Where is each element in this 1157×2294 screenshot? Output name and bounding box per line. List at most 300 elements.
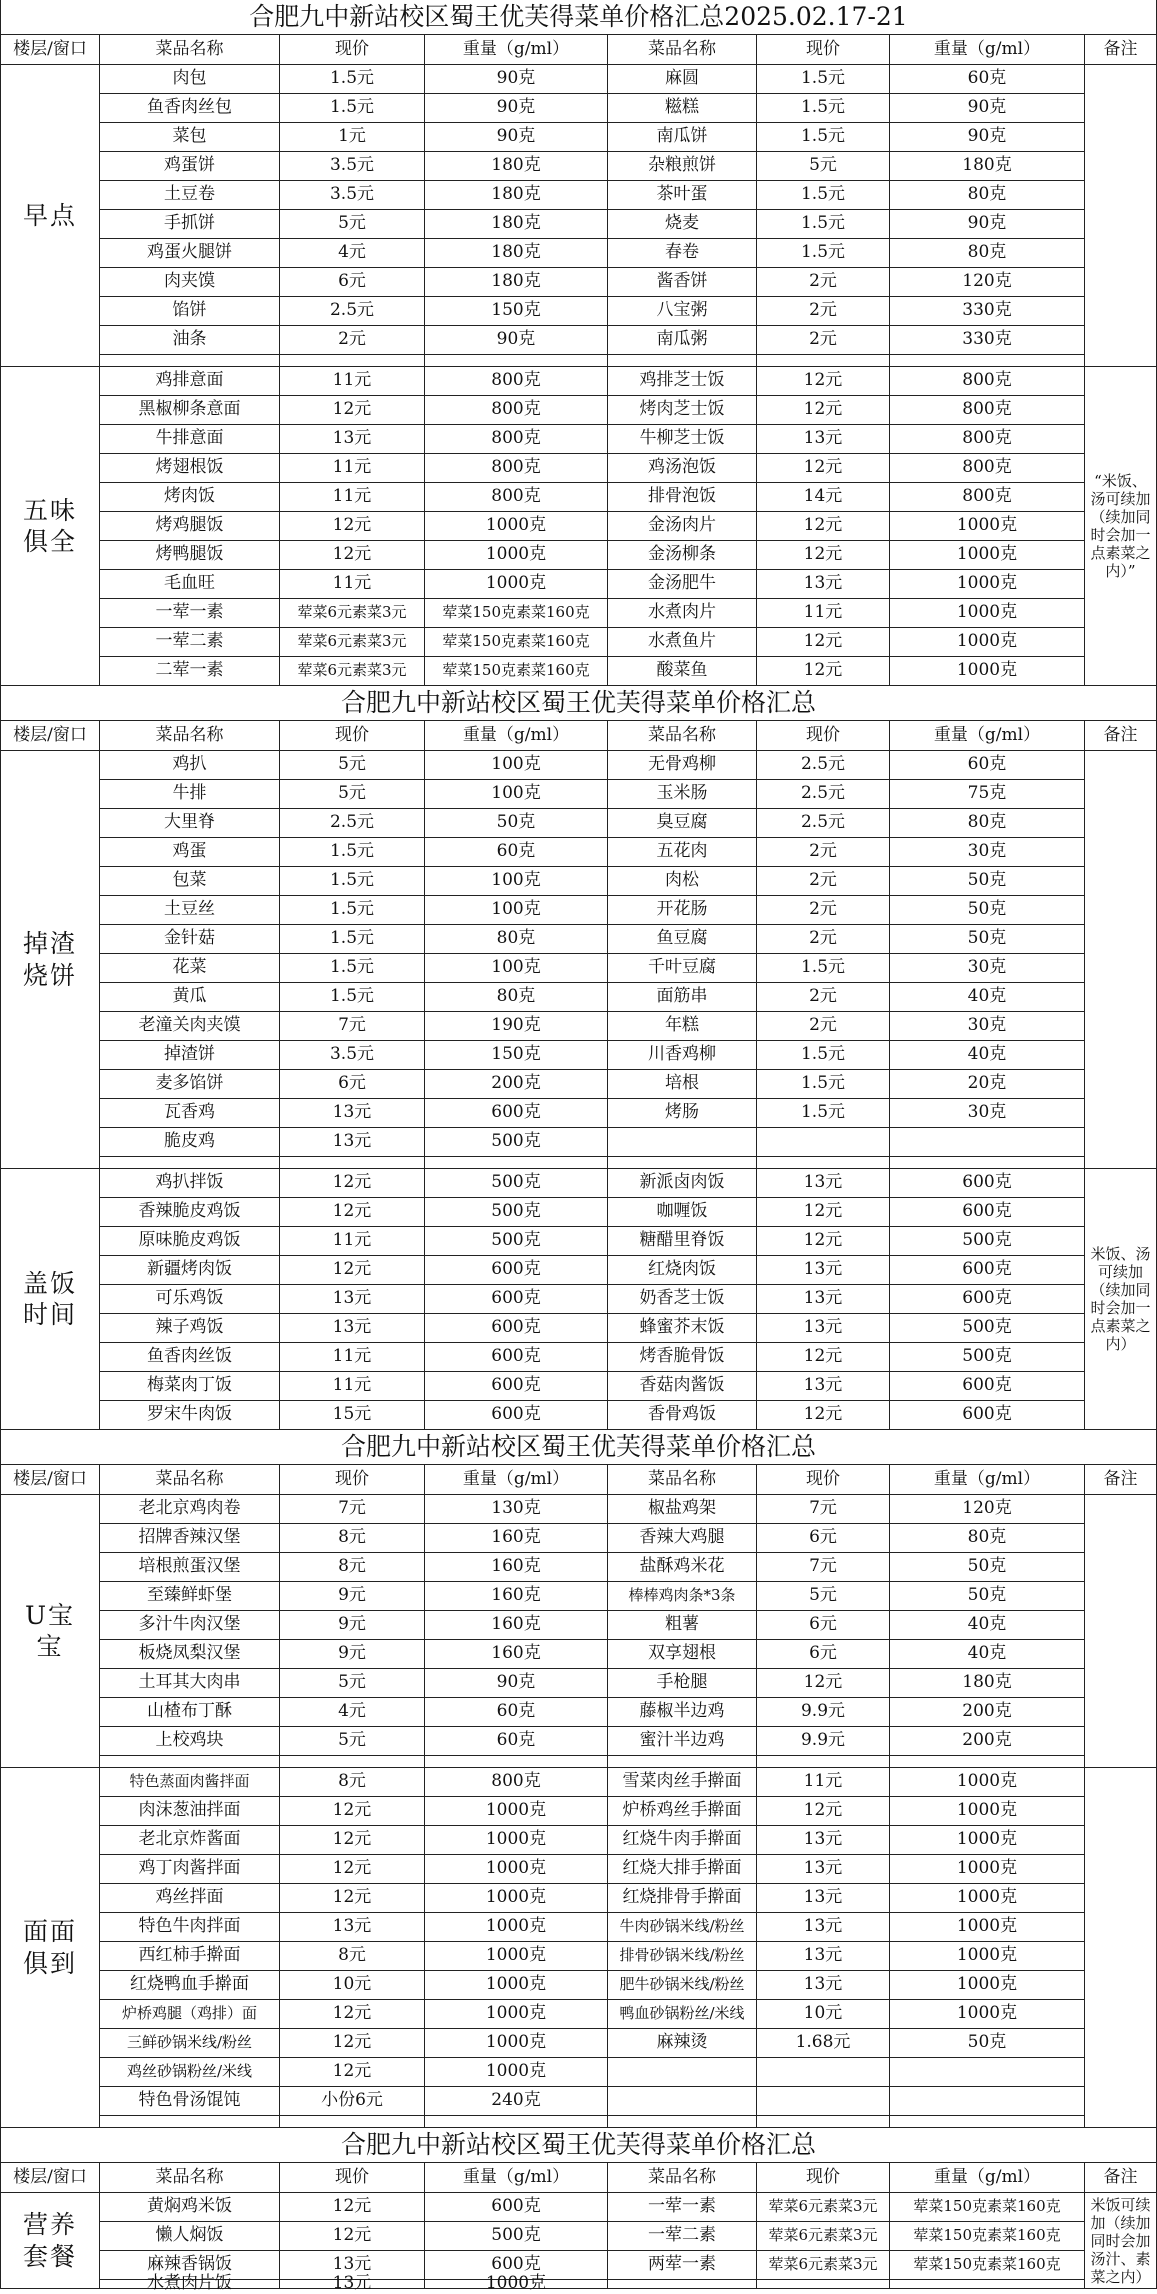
dish-weight: 1000克 [425, 1942, 608, 1971]
dish-price: 15元 [280, 1401, 425, 1430]
dish-price: 2元 [757, 1012, 890, 1041]
dish-name: 老北京炸酱面 [100, 1826, 280, 1855]
dish-name: 炉桥鸡丝手擀面 [608, 1797, 757, 1826]
dish-name: 无骨鸡柳 [608, 751, 757, 780]
dish-weight: 500克 [425, 1227, 608, 1256]
dish-name: 馅饼 [100, 297, 280, 326]
dish-weight: 600克 [890, 1256, 1085, 1285]
dish-price: 12元 [280, 1198, 425, 1227]
dish-weight: 1000克 [425, 512, 608, 541]
dish-name: 麻圆 [608, 65, 757, 94]
dish-name: 红烧肉饭 [608, 1256, 757, 1285]
dish-weight: 1000克 [890, 2000, 1085, 2029]
dish-name: 水煮鱼片 [608, 628, 757, 657]
dish-price: 1.5元 [757, 210, 890, 239]
dish-price: 2.5元 [280, 809, 425, 838]
column-header: 现价 [757, 2163, 890, 2193]
dish-weight: 1000克 [890, 1768, 1085, 1797]
dish-weight: 600克 [425, 2251, 608, 2280]
remark-cell [1085, 65, 1157, 367]
dish-price: 8元 [280, 1768, 425, 1797]
dish-name: 懒人焖饭 [100, 2222, 280, 2251]
dish-weight: 1000克 [425, 1884, 608, 1913]
dish-weight: 600克 [890, 1198, 1085, 1227]
dish-weight [890, 1128, 1085, 1157]
dish-weight: 50克 [890, 1582, 1085, 1611]
dish-weight: 1000克 [425, 1971, 608, 2000]
dish-price: 5元 [280, 780, 425, 809]
spacer-cell [280, 2116, 425, 2128]
column-header: 重量（g/ml） [425, 35, 608, 65]
column-header: 菜品名称 [608, 35, 757, 65]
dish-price: 1.5元 [757, 65, 890, 94]
column-header: 楼层/窗口 [0, 35, 100, 65]
spacer-cell [608, 1157, 757, 1169]
dish-price: 13元 [757, 1913, 890, 1942]
dish-price: 小份6元 [280, 2087, 425, 2116]
dish-name: 川香鸡柳 [608, 1041, 757, 1070]
dish-weight: 50克 [890, 867, 1085, 896]
spacer-cell [608, 1756, 757, 1768]
dish-name: 红烧排骨手擀面 [608, 1884, 757, 1913]
dish-name: 棒棒鸡肉条*3条 [608, 1582, 757, 1611]
dish-weight: 500克 [890, 1343, 1085, 1372]
dish-name: 罗宋牛肉饭 [100, 1401, 280, 1430]
dish-price: 9元 [280, 1611, 425, 1640]
dish-weight: 600克 [890, 1169, 1085, 1198]
dish-price: 12元 [280, 396, 425, 425]
dish-weight: 1000克 [425, 1913, 608, 1942]
dish-name: 一荤二素 [100, 628, 280, 657]
dish-price: 5元 [280, 751, 425, 780]
dish-name: 牛肉砂锅米线/粉丝 [608, 1913, 757, 1942]
dish-weight: 1000克 [890, 541, 1085, 570]
dish-price: 11元 [757, 1768, 890, 1797]
dish-price [757, 2087, 890, 2116]
dish-name: 新疆烤肉饭 [100, 1256, 280, 1285]
dish-weight: 500克 [425, 1198, 608, 1227]
dish-name: 手枪腿 [608, 1669, 757, 1698]
dish-price: 4元 [280, 1698, 425, 1727]
dish-price: 1.5元 [757, 94, 890, 123]
dish-weight: 75克 [890, 780, 1085, 809]
dish-price: 1.5元 [280, 925, 425, 954]
dish-weight: 1000克 [425, 541, 608, 570]
dish-weight: 80克 [890, 809, 1085, 838]
dish-weight: 500克 [890, 1227, 1085, 1256]
dish-weight: 荤菜150克素菜160克 [890, 2222, 1085, 2251]
dish-weight: 90克 [425, 326, 608, 355]
remark-cell: 米饭可续加（续加同时会加汤汁、素菜之内） [1085, 2193, 1157, 2289]
dish-weight: 1000克 [425, 1826, 608, 1855]
dish-weight: 200克 [890, 1727, 1085, 1756]
dish-name: 烤鸡腿饭 [100, 512, 280, 541]
dish-name: 鸡蛋 [100, 838, 280, 867]
dish-name: 金汤肥牛 [608, 570, 757, 599]
category-label: U宝宝 [0, 1495, 100, 1768]
dish-weight: 150克 [425, 1041, 608, 1070]
dish-name: 红烧大排手擀面 [608, 1855, 757, 1884]
dish-name: 招牌香辣汉堡 [100, 1524, 280, 1553]
dish-name: 五花肉 [608, 838, 757, 867]
dish-weight: 50克 [425, 809, 608, 838]
dish-weight: 200克 [890, 1698, 1085, 1727]
dish-price: 6元 [757, 1611, 890, 1640]
dish-price: 6元 [280, 1070, 425, 1099]
dish-price: 1.5元 [757, 1041, 890, 1070]
dish-name: 油条 [100, 326, 280, 355]
dish-name: 肥牛砂锅米线/粉丝 [608, 1971, 757, 2000]
dish-weight: 500克 [425, 2222, 608, 2251]
dish-weight: 800克 [425, 483, 608, 512]
dish-weight: 160克 [425, 1582, 608, 1611]
column-header: 重量（g/ml） [425, 1465, 608, 1495]
dish-name: 二荤一素 [100, 657, 280, 686]
dish-name: 水煮肉片饭 [100, 2280, 280, 2289]
dish-name: 梅菜肉丁饭 [100, 1372, 280, 1401]
dish-name: 板烧凤梨汉堡 [100, 1640, 280, 1669]
spacer-cell [280, 1157, 425, 1169]
dish-price: 12元 [757, 396, 890, 425]
dish-price: 2元 [757, 838, 890, 867]
dish-price: 14元 [757, 483, 890, 512]
dish-name: 鸡蛋火腿饼 [100, 239, 280, 268]
dish-name: 糍糕 [608, 94, 757, 123]
dish-price: 11元 [280, 1372, 425, 1401]
dish-name: 肉包 [100, 65, 280, 94]
dish-name: 盐酥鸡米花 [608, 1553, 757, 1582]
dish-name: 年糕 [608, 1012, 757, 1041]
dish-name: 红烧牛肉手擀面 [608, 1826, 757, 1855]
dish-name: 鸡汤泡饭 [608, 454, 757, 483]
dish-price: 1.5元 [280, 954, 425, 983]
dish-weight: 330克 [890, 297, 1085, 326]
dish-weight: 荤菜150克素菜160克 [890, 2251, 1085, 2280]
dish-price: 13元 [757, 425, 890, 454]
dish-weight: 90克 [890, 210, 1085, 239]
dish-name: 粗薯 [608, 1611, 757, 1640]
column-header: 重量（g/ml） [425, 2163, 608, 2193]
dish-name: 鸡排意面 [100, 367, 280, 396]
dish-name: 八宝粥 [608, 297, 757, 326]
dish-price: 8元 [280, 1942, 425, 1971]
dish-name: 老潼关肉夹馍 [100, 1012, 280, 1041]
dish-weight: 190克 [425, 1012, 608, 1041]
dish-weight: 150克 [425, 297, 608, 326]
sheet-title: 合肥九中新站校区蜀王优芙得菜单价格汇总 [0, 2128, 1157, 2163]
dish-name: 茶叶蛋 [608, 181, 757, 210]
dish-weight: 30克 [890, 838, 1085, 867]
dish-price: 13元 [757, 1256, 890, 1285]
dish-price: 5元 [757, 152, 890, 181]
dish-name: 面筋串 [608, 983, 757, 1012]
dish-weight: 80克 [425, 983, 608, 1012]
dish-weight: 600克 [890, 1401, 1085, 1430]
dish-price: 9.9元 [757, 1698, 890, 1727]
dish-name: 开花肠 [608, 896, 757, 925]
dish-name [608, 1128, 757, 1157]
dish-price: 1.5元 [757, 239, 890, 268]
dish-price: 12元 [757, 657, 890, 686]
dish-weight: 80克 [890, 1524, 1085, 1553]
dish-price: 12元 [757, 628, 890, 657]
dish-price: 2元 [757, 297, 890, 326]
dish-weight: 500克 [890, 1314, 1085, 1343]
dish-name: 鸡扒 [100, 751, 280, 780]
dish-name: 麦多馅饼 [100, 1070, 280, 1099]
column-header: 菜品名称 [608, 2163, 757, 2193]
dish-name: 土豆卷 [100, 181, 280, 210]
dish-weight: 1000克 [890, 512, 1085, 541]
dish-weight: 80克 [425, 925, 608, 954]
dish-weight: 500克 [425, 1128, 608, 1157]
column-header: 重量（g/ml） [890, 2163, 1085, 2193]
dish-price: 1.5元 [757, 123, 890, 152]
dish-price: 12元 [280, 1169, 425, 1198]
dish-weight: 60克 [425, 1698, 608, 1727]
dish-name: 麻辣烫 [608, 2029, 757, 2058]
dish-weight: 荤菜150克素菜160克 [425, 599, 608, 628]
dish-name: 香辣大鸡腿 [608, 1524, 757, 1553]
dish-price: 12元 [757, 541, 890, 570]
dish-weight: 60克 [425, 1727, 608, 1756]
remark-cell [1085, 751, 1157, 1169]
column-header: 重量（g/ml） [890, 1465, 1085, 1495]
dish-weight: 1000克 [890, 628, 1085, 657]
dish-name: 掉渣饼 [100, 1041, 280, 1070]
sheet-title: 合肥九中新站校区蜀王优芙得菜单价格汇总2025.02.17-21 [0, 0, 1157, 35]
dish-weight: 90克 [890, 123, 1085, 152]
dish-price: 13元 [280, 1285, 425, 1314]
dish-weight: 1000克 [425, 2000, 608, 2029]
spacer-cell [890, 1756, 1085, 1768]
dish-price: 6元 [757, 1640, 890, 1669]
dish-name: 新派卤肉饭 [608, 1169, 757, 1198]
dish-price: 7元 [757, 1553, 890, 1582]
dish-price: 11元 [757, 599, 890, 628]
spacer-cell [757, 2116, 890, 2128]
spacer-cell [100, 2116, 280, 2128]
dish-weight: 600克 [425, 1256, 608, 1285]
dish-price: 13元 [757, 1285, 890, 1314]
dish-price: 5元 [280, 1727, 425, 1756]
spacer-cell [757, 1756, 890, 1768]
spacer-cell [608, 355, 757, 367]
spacer-cell [890, 1157, 1085, 1169]
dish-name: 双享翅根 [608, 1640, 757, 1669]
dish-weight: 160克 [425, 1553, 608, 1582]
dish-weight: 荤菜150克素菜160克 [425, 628, 608, 657]
dish-weight: 800克 [890, 454, 1085, 483]
dish-weight: 90克 [890, 94, 1085, 123]
dish-price: 12元 [280, 2000, 425, 2029]
dish-name: 烤鸭腿饭 [100, 541, 280, 570]
dish-weight: 800克 [425, 367, 608, 396]
dish-weight: 600克 [425, 2193, 608, 2222]
dish-price: 1.5元 [757, 181, 890, 210]
dish-weight: 1000克 [890, 1913, 1085, 1942]
dish-weight: 600克 [425, 1401, 608, 1430]
dish-weight: 30克 [890, 954, 1085, 983]
dish-weight [890, 2280, 1085, 2289]
spacer-cell [425, 2116, 608, 2128]
dish-name: 瓦香鸡 [100, 1099, 280, 1128]
dish-price: 12元 [280, 512, 425, 541]
dish-name: 特色牛肉拌面 [100, 1913, 280, 1942]
dish-weight: 40克 [890, 983, 1085, 1012]
remark-cell [1085, 1495, 1157, 1768]
dish-price: 2元 [757, 925, 890, 954]
dish-weight: 1000克 [425, 2280, 608, 2289]
dish-price: 3.5元 [280, 181, 425, 210]
column-header: 重量（g/ml） [890, 721, 1085, 751]
dish-weight: 荤菜150克素菜160克 [425, 657, 608, 686]
dish-weight: 1000克 [890, 599, 1085, 628]
dish-weight: 180克 [890, 1669, 1085, 1698]
dish-price: 11元 [280, 570, 425, 599]
dish-weight: 180克 [425, 268, 608, 297]
dish-price: 13元 [757, 1884, 890, 1913]
dish-name: 酱香饼 [608, 268, 757, 297]
dish-price: 11元 [280, 1343, 425, 1372]
dish-price: 荤菜6元素菜3元 [280, 628, 425, 657]
dish-price: 11元 [280, 367, 425, 396]
column-header: 菜品名称 [100, 2163, 280, 2193]
column-header: 菜品名称 [100, 35, 280, 65]
dish-weight: 800克 [890, 367, 1085, 396]
dish-name: 椒盐鸡架 [608, 1495, 757, 1524]
dish-price: 1.5元 [280, 983, 425, 1012]
dish-name: 酸菜鱼 [608, 657, 757, 686]
dish-weight: 800克 [425, 454, 608, 483]
dish-weight: 1000克 [890, 1797, 1085, 1826]
dish-name: 大里脊 [100, 809, 280, 838]
dish-price: 12元 [280, 2058, 425, 2087]
sheet-title: 合肥九中新站校区蜀王优芙得菜单价格汇总 [0, 1430, 1157, 1465]
dish-name: 牛柳芝士饭 [608, 425, 757, 454]
dish-weight: 1000克 [890, 1971, 1085, 2000]
dish-name [608, 2087, 757, 2116]
dish-weight: 800克 [425, 425, 608, 454]
spacer-cell [100, 355, 280, 367]
dish-price: 5元 [280, 1669, 425, 1698]
dish-price: 2.5元 [757, 809, 890, 838]
dish-weight [890, 2058, 1085, 2087]
dish-weight: 荤菜150克素菜160克 [890, 2193, 1085, 2222]
column-header: 现价 [280, 2163, 425, 2193]
dish-name: 土耳其大肉串 [100, 1669, 280, 1698]
dish-price: 11元 [280, 483, 425, 512]
dish-weight [890, 2087, 1085, 2116]
dish-name: 上校鸡块 [100, 1727, 280, 1756]
dish-name: 鸡排芝士饭 [608, 367, 757, 396]
dish-price: 2.5元 [280, 297, 425, 326]
dish-price: 1.5元 [280, 896, 425, 925]
dish-name: 臭豆腐 [608, 809, 757, 838]
dish-price: 13元 [280, 425, 425, 454]
dish-weight: 120克 [890, 1495, 1085, 1524]
dish-weight: 90克 [425, 65, 608, 94]
dish-weight: 200克 [425, 1070, 608, 1099]
dish-name: 鱼香肉丝包 [100, 94, 280, 123]
dish-price: 13元 [280, 1913, 425, 1942]
column-header: 菜品名称 [100, 1465, 280, 1495]
dish-price: 2元 [757, 326, 890, 355]
dish-name: 手抓饼 [100, 210, 280, 239]
dish-price: 8元 [280, 1524, 425, 1553]
dish-name: 雪菜肉丝手擀面 [608, 1768, 757, 1797]
dish-weight: 50克 [890, 925, 1085, 954]
dish-weight: 800克 [425, 396, 608, 425]
dish-price: 9元 [280, 1582, 425, 1611]
category-label: 营养套餐 [0, 2193, 100, 2289]
dish-weight: 1000克 [890, 1826, 1085, 1855]
dish-price: 3.5元 [280, 152, 425, 181]
dish-price: 13元 [280, 2280, 425, 2289]
dish-name: 培根煎蛋汉堡 [100, 1553, 280, 1582]
dish-price [757, 1128, 890, 1157]
dish-weight: 30克 [890, 1012, 1085, 1041]
dish-name: 鸡丝砂锅粉丝/米线 [100, 2058, 280, 2087]
dish-weight: 1000克 [425, 1855, 608, 1884]
dish-weight: 600克 [425, 1372, 608, 1401]
dish-price: 13元 [757, 1942, 890, 1971]
dish-price: 13元 [280, 1128, 425, 1157]
dish-weight: 600克 [425, 1314, 608, 1343]
remark-cell [1085, 1768, 1157, 2128]
sheet-title: 合肥九中新站校区蜀王优芙得菜单价格汇总 [0, 686, 1157, 721]
dish-price [757, 2058, 890, 2087]
dish-weight: 50克 [890, 1553, 1085, 1582]
dish-price: 2元 [757, 896, 890, 925]
dish-name: 烤肠 [608, 1099, 757, 1128]
dish-weight: 90克 [425, 94, 608, 123]
dish-weight: 90克 [425, 123, 608, 152]
dish-weight: 1000克 [890, 1942, 1085, 1971]
dish-name: 香菇肉酱饭 [608, 1372, 757, 1401]
spacer-cell [890, 355, 1085, 367]
column-header: 现价 [757, 35, 890, 65]
dish-weight: 40克 [890, 1041, 1085, 1070]
dish-price: 11元 [280, 454, 425, 483]
dish-price: 12元 [280, 1256, 425, 1285]
dish-price: 荤菜6元素菜3元 [280, 657, 425, 686]
spacer-cell [280, 355, 425, 367]
dish-name: 烤肉芝士饭 [608, 396, 757, 425]
dish-name: 南瓜粥 [608, 326, 757, 355]
dish-price: 9元 [280, 1640, 425, 1669]
dish-name: 红烧鸭血手擀面 [100, 1971, 280, 2000]
dish-name: 玉米肠 [608, 780, 757, 809]
dish-weight: 1000克 [425, 2029, 608, 2058]
spacer-cell [425, 1756, 608, 1768]
dish-price: 12元 [757, 1401, 890, 1430]
dish-weight: 180克 [425, 181, 608, 210]
dish-name: 金汤肉片 [608, 512, 757, 541]
spacer-cell [425, 1157, 608, 1169]
column-header: 备注 [1085, 721, 1157, 751]
dish-price: 5元 [757, 1582, 890, 1611]
dish-name [608, 2280, 757, 2289]
spacer-cell [608, 2116, 757, 2128]
dish-name: 糖醋里脊饭 [608, 1227, 757, 1256]
dish-weight: 60克 [425, 838, 608, 867]
dish-weight: 50克 [890, 896, 1085, 925]
dish-price: 12元 [757, 1227, 890, 1256]
dish-name: 蜜汁半边鸡 [608, 1727, 757, 1756]
dish-price: 12元 [757, 1797, 890, 1826]
dish-price: 12元 [280, 2029, 425, 2058]
